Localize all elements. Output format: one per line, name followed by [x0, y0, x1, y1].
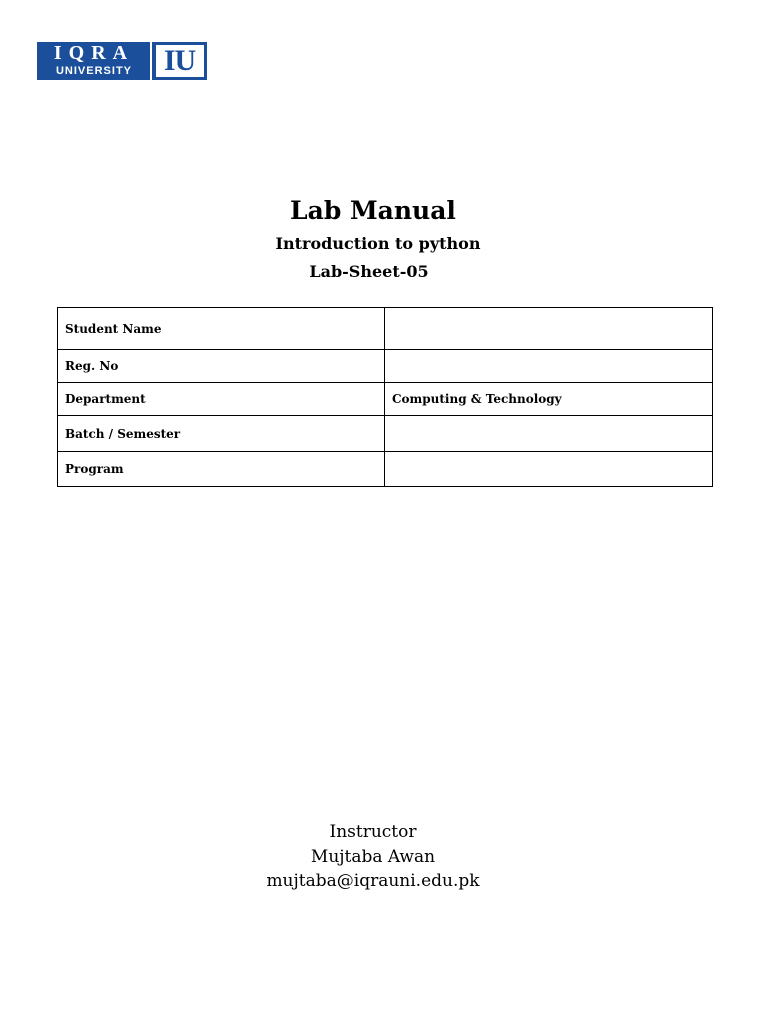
logo-wordmark: [37, 42, 150, 80]
row-label-department: Department: [58, 383, 385, 416]
logo-line-iqra: IQRA: [53, 42, 135, 64]
row-label-program: Program: [58, 452, 385, 487]
row-value-reg-no: [385, 350, 713, 383]
student-info-table: [57, 307, 713, 487]
row-value-program: [385, 452, 713, 487]
instructor-email: mujtaba@iqrauni.edu.pk: [266, 871, 480, 891]
row-value-batch-semester: [385, 416, 713, 452]
table-row: [58, 350, 713, 383]
lab-sheet-number: Lab-Sheet-05: [309, 262, 429, 281]
document-subtitle: Introduction to python: [275, 234, 481, 253]
table-row: [58, 308, 713, 350]
table-row: [58, 416, 713, 452]
instructor-name: Mujtaba Awan: [310, 847, 436, 867]
university-logo: [37, 42, 207, 80]
document-title: Lab Manual: [290, 196, 456, 225]
logo-mark-text: IU: [163, 44, 196, 77]
instructor-label: Instructor: [329, 822, 417, 842]
row-value-student-name: [385, 308, 713, 350]
row-label-batch-semester: Batch / Semester: [58, 416, 385, 452]
logo-line-university: UNIVERSITY: [55, 65, 132, 77]
table-row: [58, 452, 713, 487]
logo-mark-box: [156, 45, 204, 77]
row-label-student-name: Student Name: [58, 308, 385, 350]
row-value-department: Computing & Technology: [385, 383, 713, 416]
logo-mark: [152, 42, 207, 80]
row-label-reg-no: Reg. No: [58, 350, 385, 383]
table-row: [58, 383, 713, 416]
